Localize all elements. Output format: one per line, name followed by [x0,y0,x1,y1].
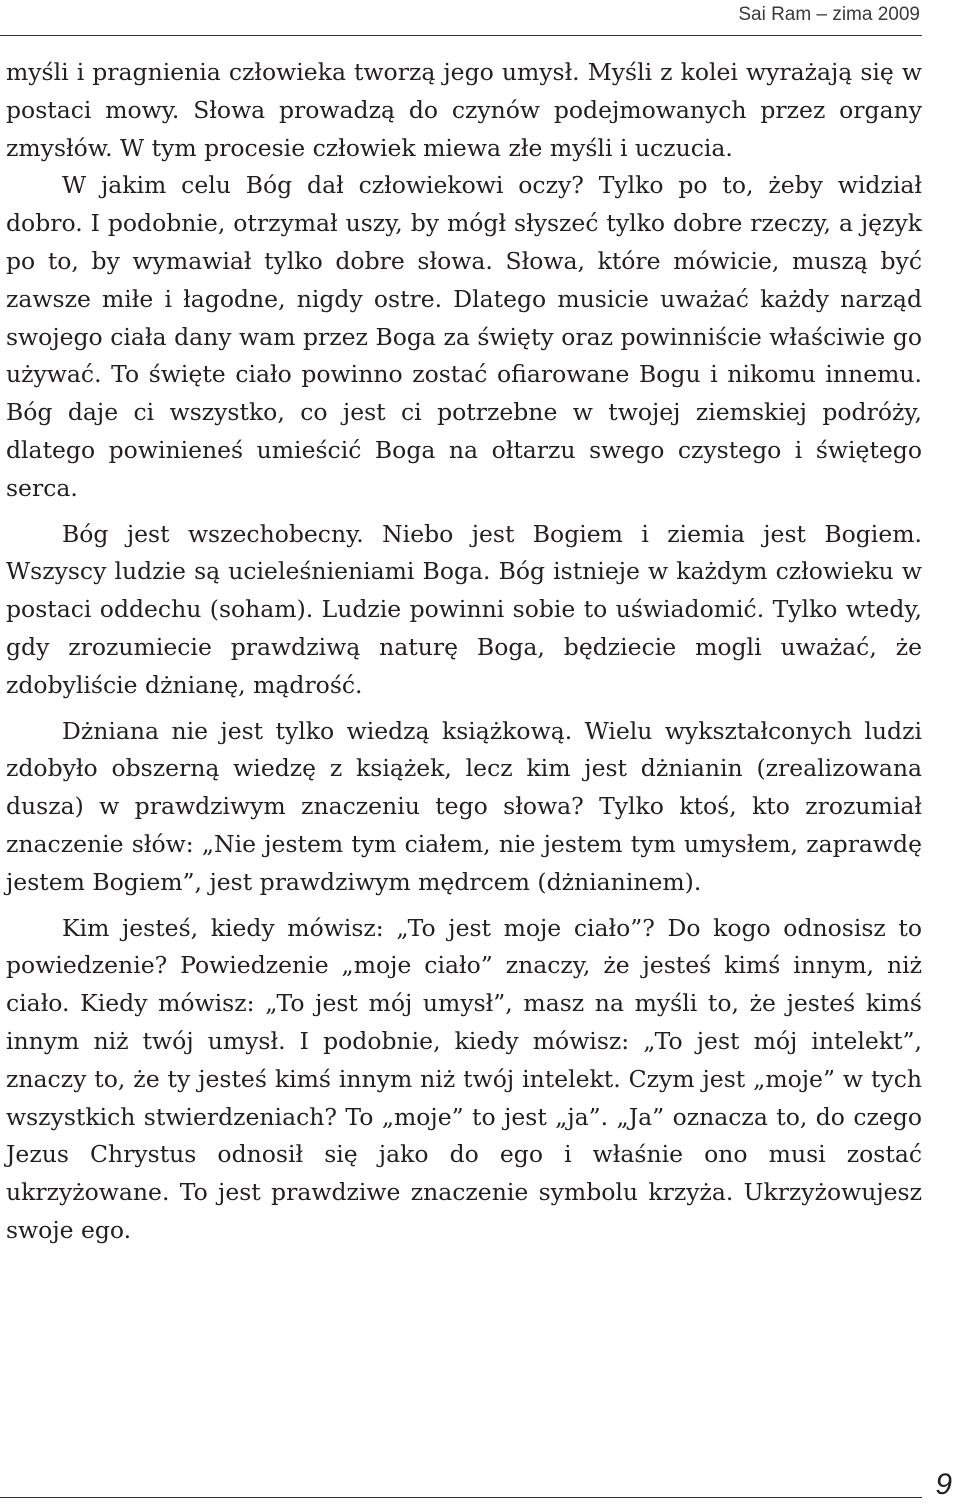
paragraph: Dżniana nie jest tylko wiedzą książkową. Wielu wykształconych ludzi zdobyło obszerną wiedzę z książek, lecz kim jest dżnianin (zrealizowana dusza) w prawdziwym znaczeniu tego słowa? Tylko ktoś, kto zrozumiał znaczenie słów: „Nie jestem tym ciałem, nie jestem tym umysłem, zaprawdę jestem Bogiem”, jest prawdziwym mędrcem (dżnianinem). [6,716,922,896]
paragraph: myśli i pragnienia człowieka tworzą jego umysł. Myśli z kolei wyrażają się w postaci mowy. Słowa prowadzą do czynów podejmowanych przez organy zmysłów. W tym procesie człowiek miewa złe myśli i uczucia. [6,58,922,162]
paragraph: W jakim celu Bóg dał człowiekowi oczy? Tylko po to, żeby widział dobro. I podobnie, otrzymał uszy, by mógł słyszeć tylko dobre rzeczy, a język po to, by wymawiał tylko dobre słowa. Słowa, które mówicie, muszą być zawsze miłe i łagodne, nigdy ostre. Dlatego musicie uważać każdy narząd swojego ciała dany wam przez Boga za święty oraz powinniście właściwie go używać. To święte ciało powinno zostać ofiarowane Bogu i nikomu innemu. Bóg daje ci wszystko, co jest ci potrzebne w twojej ziemskiej podróży, dlatego powinieneś umieścić Boga na ołtarzu swego czystego i świętego serca. [6,171,922,502]
header-rule [0,35,922,36]
article-body [6,54,922,1250]
footer-rule [0,1497,922,1498]
running-header: Sai Ram – zima 2009 [738,4,920,25]
paragraph: Bóg jest wszechobecny. Niebo jest Bogiem i ziemia jest Bogiem. Wszyscy ludzie są ucieleśnieniami Boga. Bóg istnieje w każdym człowieku w postaci oddechu (soham). Ludzie powinni sobie to uświadomić. Tylko wtedy, gdy zrozumiecie prawdziwą naturę Boga, będziecie mogli uważać, że zdobyliście dżnianę, mądrość. [6,519,922,699]
paragraph: Kim jesteś, kiedy mówisz: „To jest moje ciało”? Do kogo odnosisz to powiedzenie? Powiedzenie „moje ciało” znaczy, że jesteś kimś innym, niż ciało. Kiedy mówisz: „To jest mój umysł”, masz na myśli to, że jesteś kimś innym niż twój umysł. I podobnie, kiedy mówisz: „To jest mój intelekt”, znaczy to, że ty jesteś kimś innym niż twój intelekt. Czym jest „moje” w tych wszystkich stwierdzeniach? To „moje” to jest „ja”. „Ja” oznacza to, do czego Jezus Chrystus odnosił się jako do ego i właśnie ono musi zostać ukrzyżowane. To jest prawdziwe znaczenie symbolu krzyża. Ukrzyżowujesz swoje ego. [6,913,922,1244]
page-number: 9 [935,1468,952,1501]
